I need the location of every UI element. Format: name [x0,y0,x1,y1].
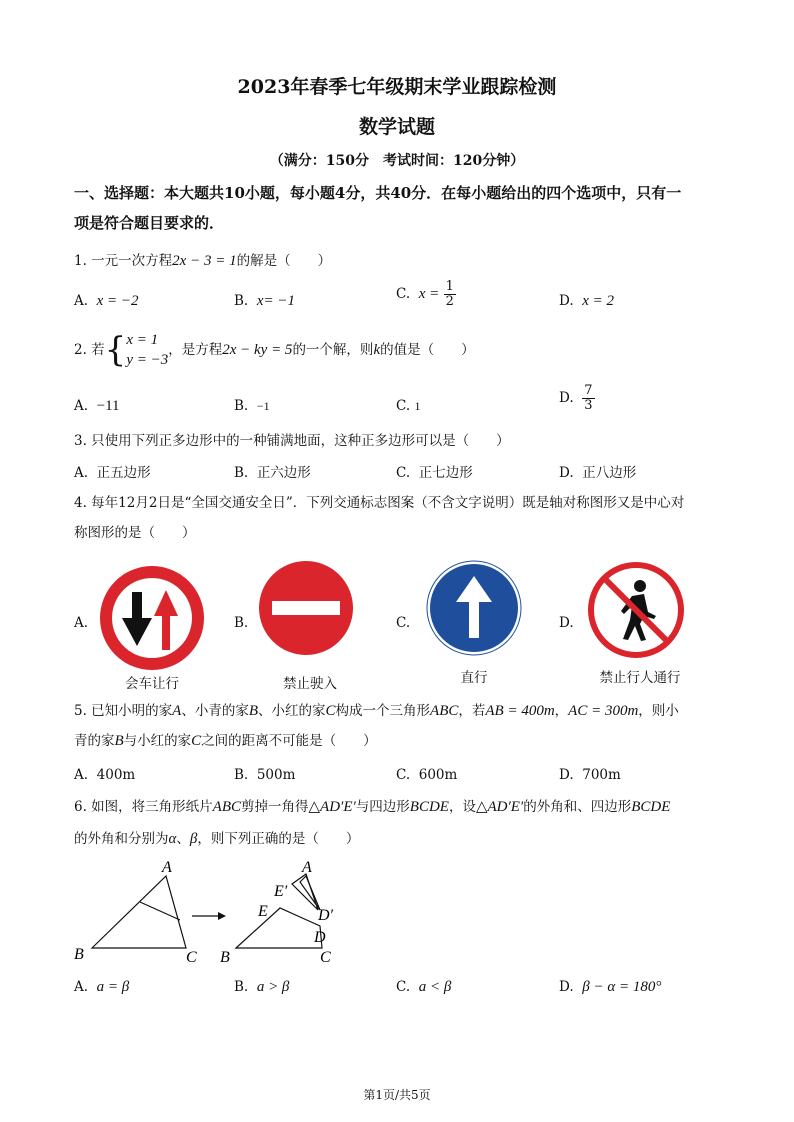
fig-label-e-prime: E′ [274,883,288,900]
fig-label-e: E [258,903,268,920]
q4-option-c-label: C. [396,615,411,631]
q4-option-d-label: D. [559,615,574,631]
q6-option-b: B. a > β [234,979,290,995]
fig-label-b2: B [220,949,230,966]
fig-label-d-prime: D′ [318,907,334,924]
q6-figure [70,858,360,970]
q5-option-a: A. 400m [74,767,136,783]
fig-label-a1: A [162,859,172,876]
q5-option-c: C. 600m [396,767,458,783]
q1-option-c: C. x = $\frac{1}{2}$ [396,279,454,309]
q4-option-b-label: B. [234,615,249,631]
section-heading-line1: 一、选择题：本大题共10小题，每小题4分，共40分．在每小题给出的四个选项中，只有一 [74,184,682,202]
q2-option-a: A. −11 [74,398,120,414]
q5-option-d: D. 700m [559,767,621,783]
q1-pre: 1. 一元一次方程 [74,253,173,269]
arrow-head-icon [218,912,226,920]
page-footer: 第1页/共5页 [363,1088,431,1102]
q4-caption-a: 会车让行 [125,676,179,692]
q1-post: 的解是（ ） [236,253,332,269]
q2-option-c: C. 1 [396,398,421,414]
q6-option-a: A. a = β [74,979,130,995]
exam-subtitle: 数学试题 [358,116,435,138]
straight-ahead-sign-icon [426,560,522,656]
triangle-ade-prime [300,876,320,910]
section-heading-line2: 项是符合题目要求的． [74,214,225,232]
q1-equation: 2x − 3 = 1 [172,253,237,269]
question-6-line2: 的外角和分别为α、β，则下列正确的是（ ） [74,831,360,847]
q4-caption-b: 禁止驶入 [283,676,337,692]
q6-option-d: D. β − α = 180° [559,979,662,995]
yield-oncoming-sign-icon [96,562,208,674]
triangle-abc [92,876,186,948]
fig-label-b1: B [74,946,84,963]
quadrilateral-bcde [236,908,322,948]
q1-option-b: B. x= −1 [234,293,295,309]
question-4-line2: 称图形的是（ ） [74,525,196,541]
q2-option-d: D. $\frac{7}{3}$ [559,383,593,413]
exam-title: 2023年春季七年级期末学业跟踪检测 [237,76,557,98]
fig-label-a2: A [302,859,312,876]
question-3: 3. 只使用下列正多边形中的一种铺满地面，这种正多边形可以是（ ） [74,433,510,449]
fig-label-d: D [314,929,326,946]
question-1 [74,250,734,272]
q3-option-b: B. 正六边形 [234,465,311,481]
q2-option-b: B. −1 [234,398,270,414]
q1-option-d: D. x = 2 [559,293,615,309]
q3-option-c: C. 正七边形 [396,465,473,481]
q4-option-a-label: A. [74,615,89,631]
q3-option-a: A. 正五边形 [74,465,151,481]
fig-label-c2: C [320,949,331,966]
q4-caption-c: 直行 [460,670,488,686]
question-5-line1: 5. 已知小明的家A、小青的家B、小红的家C构成一个三角形ABC，若AB = 400m，AC = 300m，则小 [74,703,679,719]
q1-option-a: A. x = −2 [74,293,139,309]
no-pedestrians-sign-icon [588,562,684,658]
exam-info: （满分：150分 考试时间：120分钟） [269,153,525,169]
q5-option-b: B. 500m [234,767,296,783]
q4-caption-d: 禁止行人通行 [599,670,681,686]
question-6-line1: 6. 如图，将三角形纸片ABC剪掉一角得△AD′E′与四边形BCDE，设△AD′E′的外角和、四边形BCDE [74,799,671,815]
q3-option-d: D. 正八边形 [559,465,637,481]
fig-label-c1: C [186,949,197,966]
q6-option-c: C. a < β [396,979,452,995]
question-2: 2. 若{ x = 1 y = −3 ，是方程2x − ky = 5的一个解，则k的值是（ ） [74,330,475,370]
question-5-line2: 青的家B与小红的家C之间的距离不可能是（ ） [74,733,377,749]
question-4-line1: 4. 每年12月2日是“全国交通安全日”．下列交通标志图案（不含文字说明）既是轴对称图形又是中心对 [74,495,685,511]
no-entry-sign-icon [258,560,354,656]
